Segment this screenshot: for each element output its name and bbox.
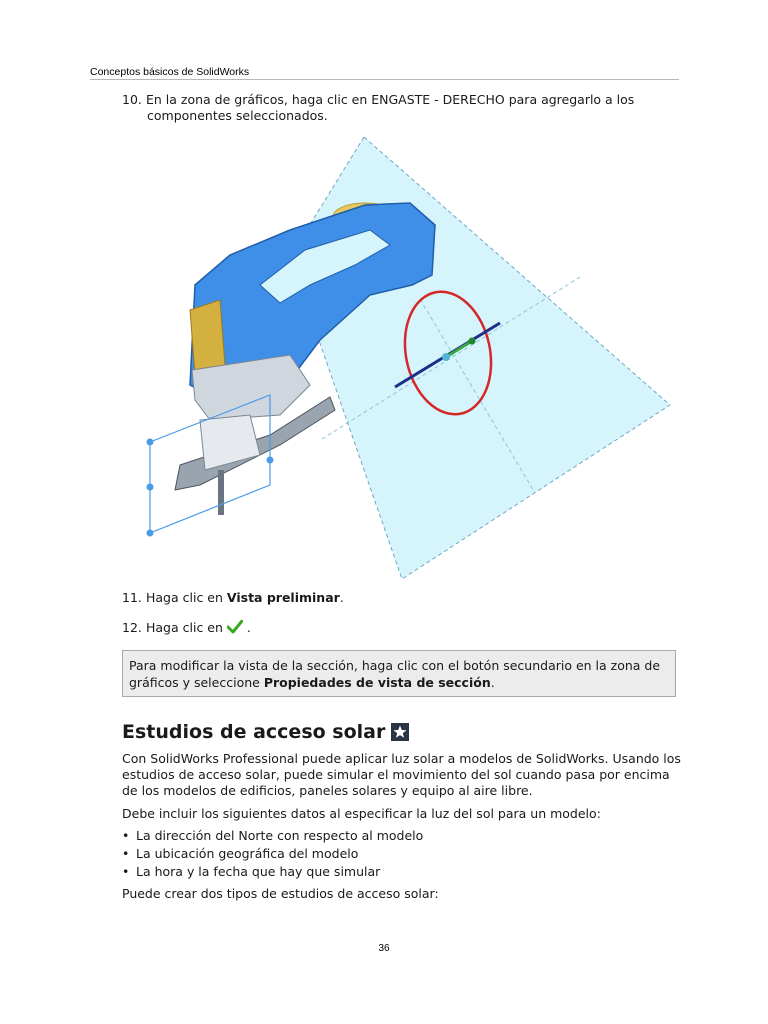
section-closing: Puede crear dos tipos de estudios de acceso solar: — [122, 886, 439, 901]
step-12-text: Haga clic en — [146, 620, 223, 635]
step-10-number: 10. — [122, 92, 142, 107]
selection-handle — [147, 439, 154, 446]
section-title: Estudios de acceso solar — [122, 721, 386, 743]
axis-end-dot — [469, 338, 476, 345]
step-11-number: 11. — [122, 590, 142, 605]
step-12-number: 12. — [122, 620, 142, 635]
step-12 — [122, 620, 251, 636]
jigsaw-gold-panel — [190, 300, 225, 375]
check-icon — [227, 620, 243, 634]
header-rule — [90, 79, 679, 80]
step-11-bold: Vista preliminar — [226, 590, 340, 605]
jigsaw-section-figure — [140, 135, 680, 585]
running-header: Conceptos básicos de SolidWorks — [90, 66, 250, 78]
requirements-list — [122, 827, 423, 881]
selection-handle — [147, 530, 154, 537]
selection-handle — [147, 484, 154, 491]
section-lead: Debe incluir los siguientes datos al especificar la luz del sol para un modelo: — [122, 806, 601, 821]
tip-text: Para modificar la vista de la sección, haga clic con el botón secundario en la zona de gráficos y seleccione — [129, 658, 661, 690]
step-11-text: Haga clic en — [146, 590, 227, 605]
axis-origin-dot — [442, 353, 450, 361]
step-10 — [122, 92, 634, 124]
tip-box — [122, 650, 676, 697]
list-item: • La dirección del Norte con respecto al modelo — [122, 827, 423, 845]
step-10-line-1: En la zona de gráficos, haga clic en ENGASTE - DERECHO para agregarlo a los — [146, 92, 635, 107]
step-11 — [122, 590, 344, 606]
page-number: 36 — [378, 943, 390, 954]
section-intro: Con SolidWorks Professional puede aplicar luz solar a modelos de SolidWorks. Usando los estudios de acceso solar, puede simular el movimiento del sol cuando pasa por encima de los modelos de edificios, paneles solares y equipo al aire libre. — [122, 751, 681, 798]
list-item: • La hora y la fecha que hay que simular — [122, 863, 423, 881]
tip-end: . — [490, 675, 495, 690]
list-item: • La ubicación geográfica del modelo — [122, 845, 423, 863]
step-11-end: . — [339, 590, 344, 605]
step-10-line-2: componentes seleccionados. — [147, 108, 328, 123]
step-12-end: . — [246, 620, 251, 635]
tip-bold: Propiedades de vista de sección — [263, 675, 491, 690]
star-icon — [391, 723, 409, 741]
section-heading — [122, 721, 409, 743]
jigsaw-blade-guard — [200, 415, 260, 470]
jigsaw-blade — [218, 470, 224, 515]
selection-handle — [267, 457, 274, 464]
section-plane — [290, 137, 670, 579]
